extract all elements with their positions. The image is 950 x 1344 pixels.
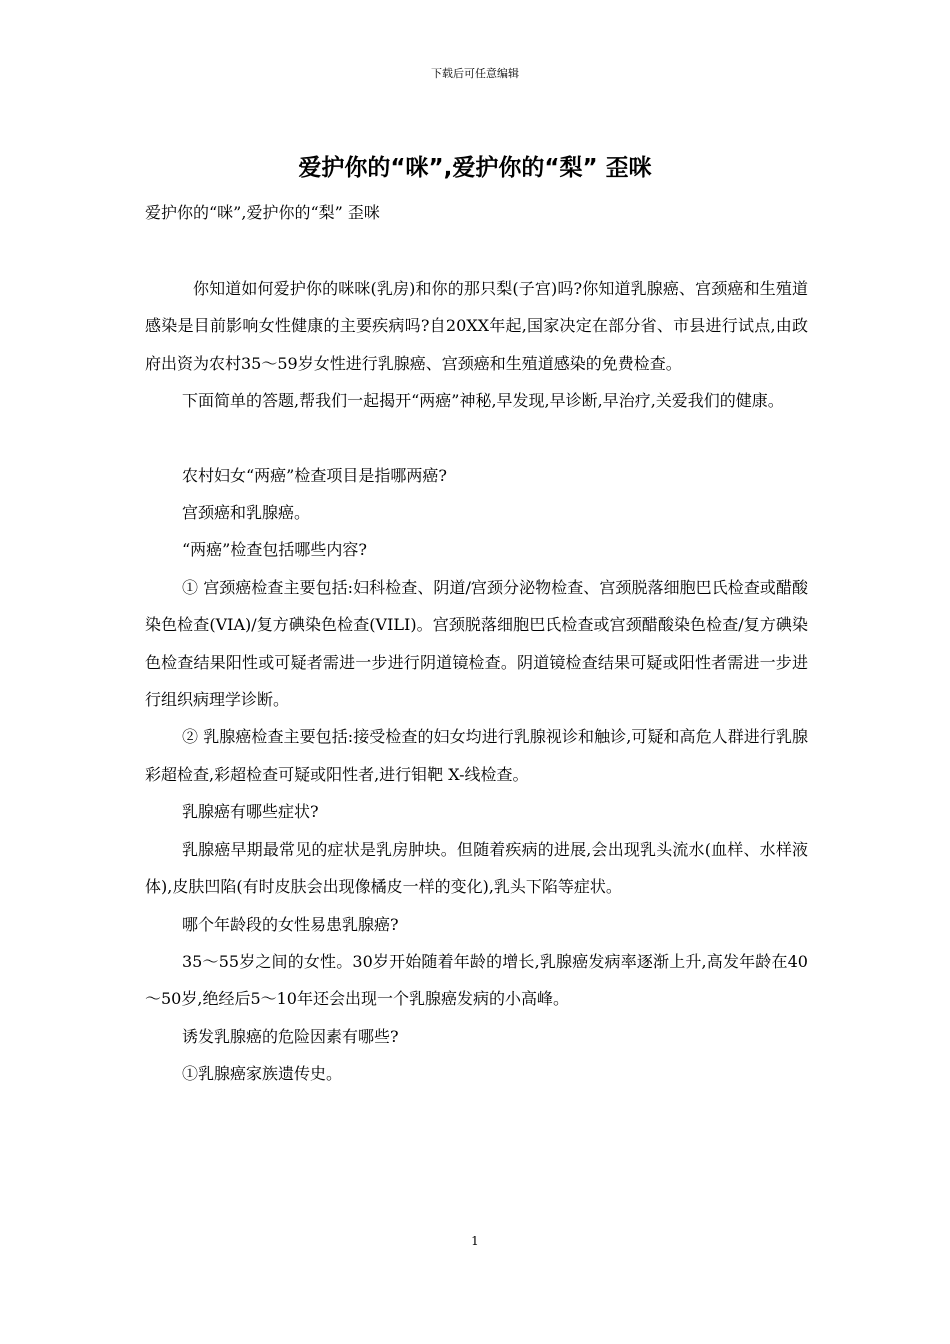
paragraph-gap — [145, 420, 808, 457]
answer-paragraph: 乳腺癌早期最常见的症状是乳房肿块。但随着疾病的进展,会出现乳头流水(血样、水样液体),皮肤凹陷(有时皮肤会出现像橘皮一样的变化),乳头下陷等症状。 — [145, 839, 808, 897]
intro-paragraph: 你知道如何爱护你的咪咪(乳房)和你的那只梨(子宫)吗?你知道乳腺癌、宫颈癌和生殖道感染是目前影响女性健康的主要疾病吗?自20XX年起,国家决定在部分省、市县进行试点,由政府出资为农村35～59岁女性进行乳腺癌、宫颈癌和生殖道感染的免费检查。 — [145, 279, 808, 373]
intro-paragraph: 下面简单的答题,帮我们一起揭开“两癌”神秘,早发现,早诊断,早治疗,关爱我们的健康。 — [182, 391, 784, 411]
question-paragraph: 农村妇女“两癌”检查项目是指哪两癌? — [182, 465, 447, 485]
answer-paragraph: ② 乳腺癌检查主要包括:接受检查的妇女均进行乳腺视诊和触诊,可疑和高危人群进行乳腺彩超检查,彩超检查可疑或阳性者,进行钼靶 X-线检查。 — [145, 727, 808, 784]
question-paragraph: 哪个年龄段的女性易患乳腺癌? — [182, 914, 399, 934]
question-paragraph: 乳腺癌有哪些症状? — [182, 802, 319, 822]
answer-paragraph: 35～55岁之间的女性。30岁开始随着年龄的增长,乳腺癌发病率逐渐上升,高发年龄在40～50岁,绝经后5～10年还会出现一个乳腺癌发病的小高峰。 — [145, 951, 808, 1009]
page-number: 1 — [471, 1234, 479, 1248]
answer-paragraph: ①乳腺癌家族遗传史。 — [182, 1064, 343, 1084]
header-note: 下载后可任意编辑 — [431, 67, 519, 80]
document-title: 爱护你的“咪”,爱护你的“梨” 歪咪 — [298, 155, 652, 181]
answer-paragraph: 宫颈癌和乳腺癌。 — [182, 503, 311, 523]
document-body — [145, 270, 808, 1093]
document-subtitle: 爱护你的“咪”,爱护你的“梨” 歪咪 — [145, 203, 380, 222]
question-paragraph: “两癌”检查包括哪些内容? — [182, 540, 367, 560]
question-paragraph: 诱发乳腺癌的危险因素有哪些? — [182, 1026, 399, 1046]
answer-paragraph: ① 宫颈癌检查主要包括:妇科检查、阴道/宫颈分泌物检查、宫颈脱落细胞巴氏检查或醋酸染色检查(VIA)/复方碘染色检查(VILI)。宫颈脱落细胞巴氏检查或宫颈醋酸染色检查/复方碘染色检查结果阳性或可疑者需进一步进行阴道镜检查。阴道镜检查结果可疑或阳性者需进一步进行组织病理学诊断。 — [145, 577, 808, 710]
